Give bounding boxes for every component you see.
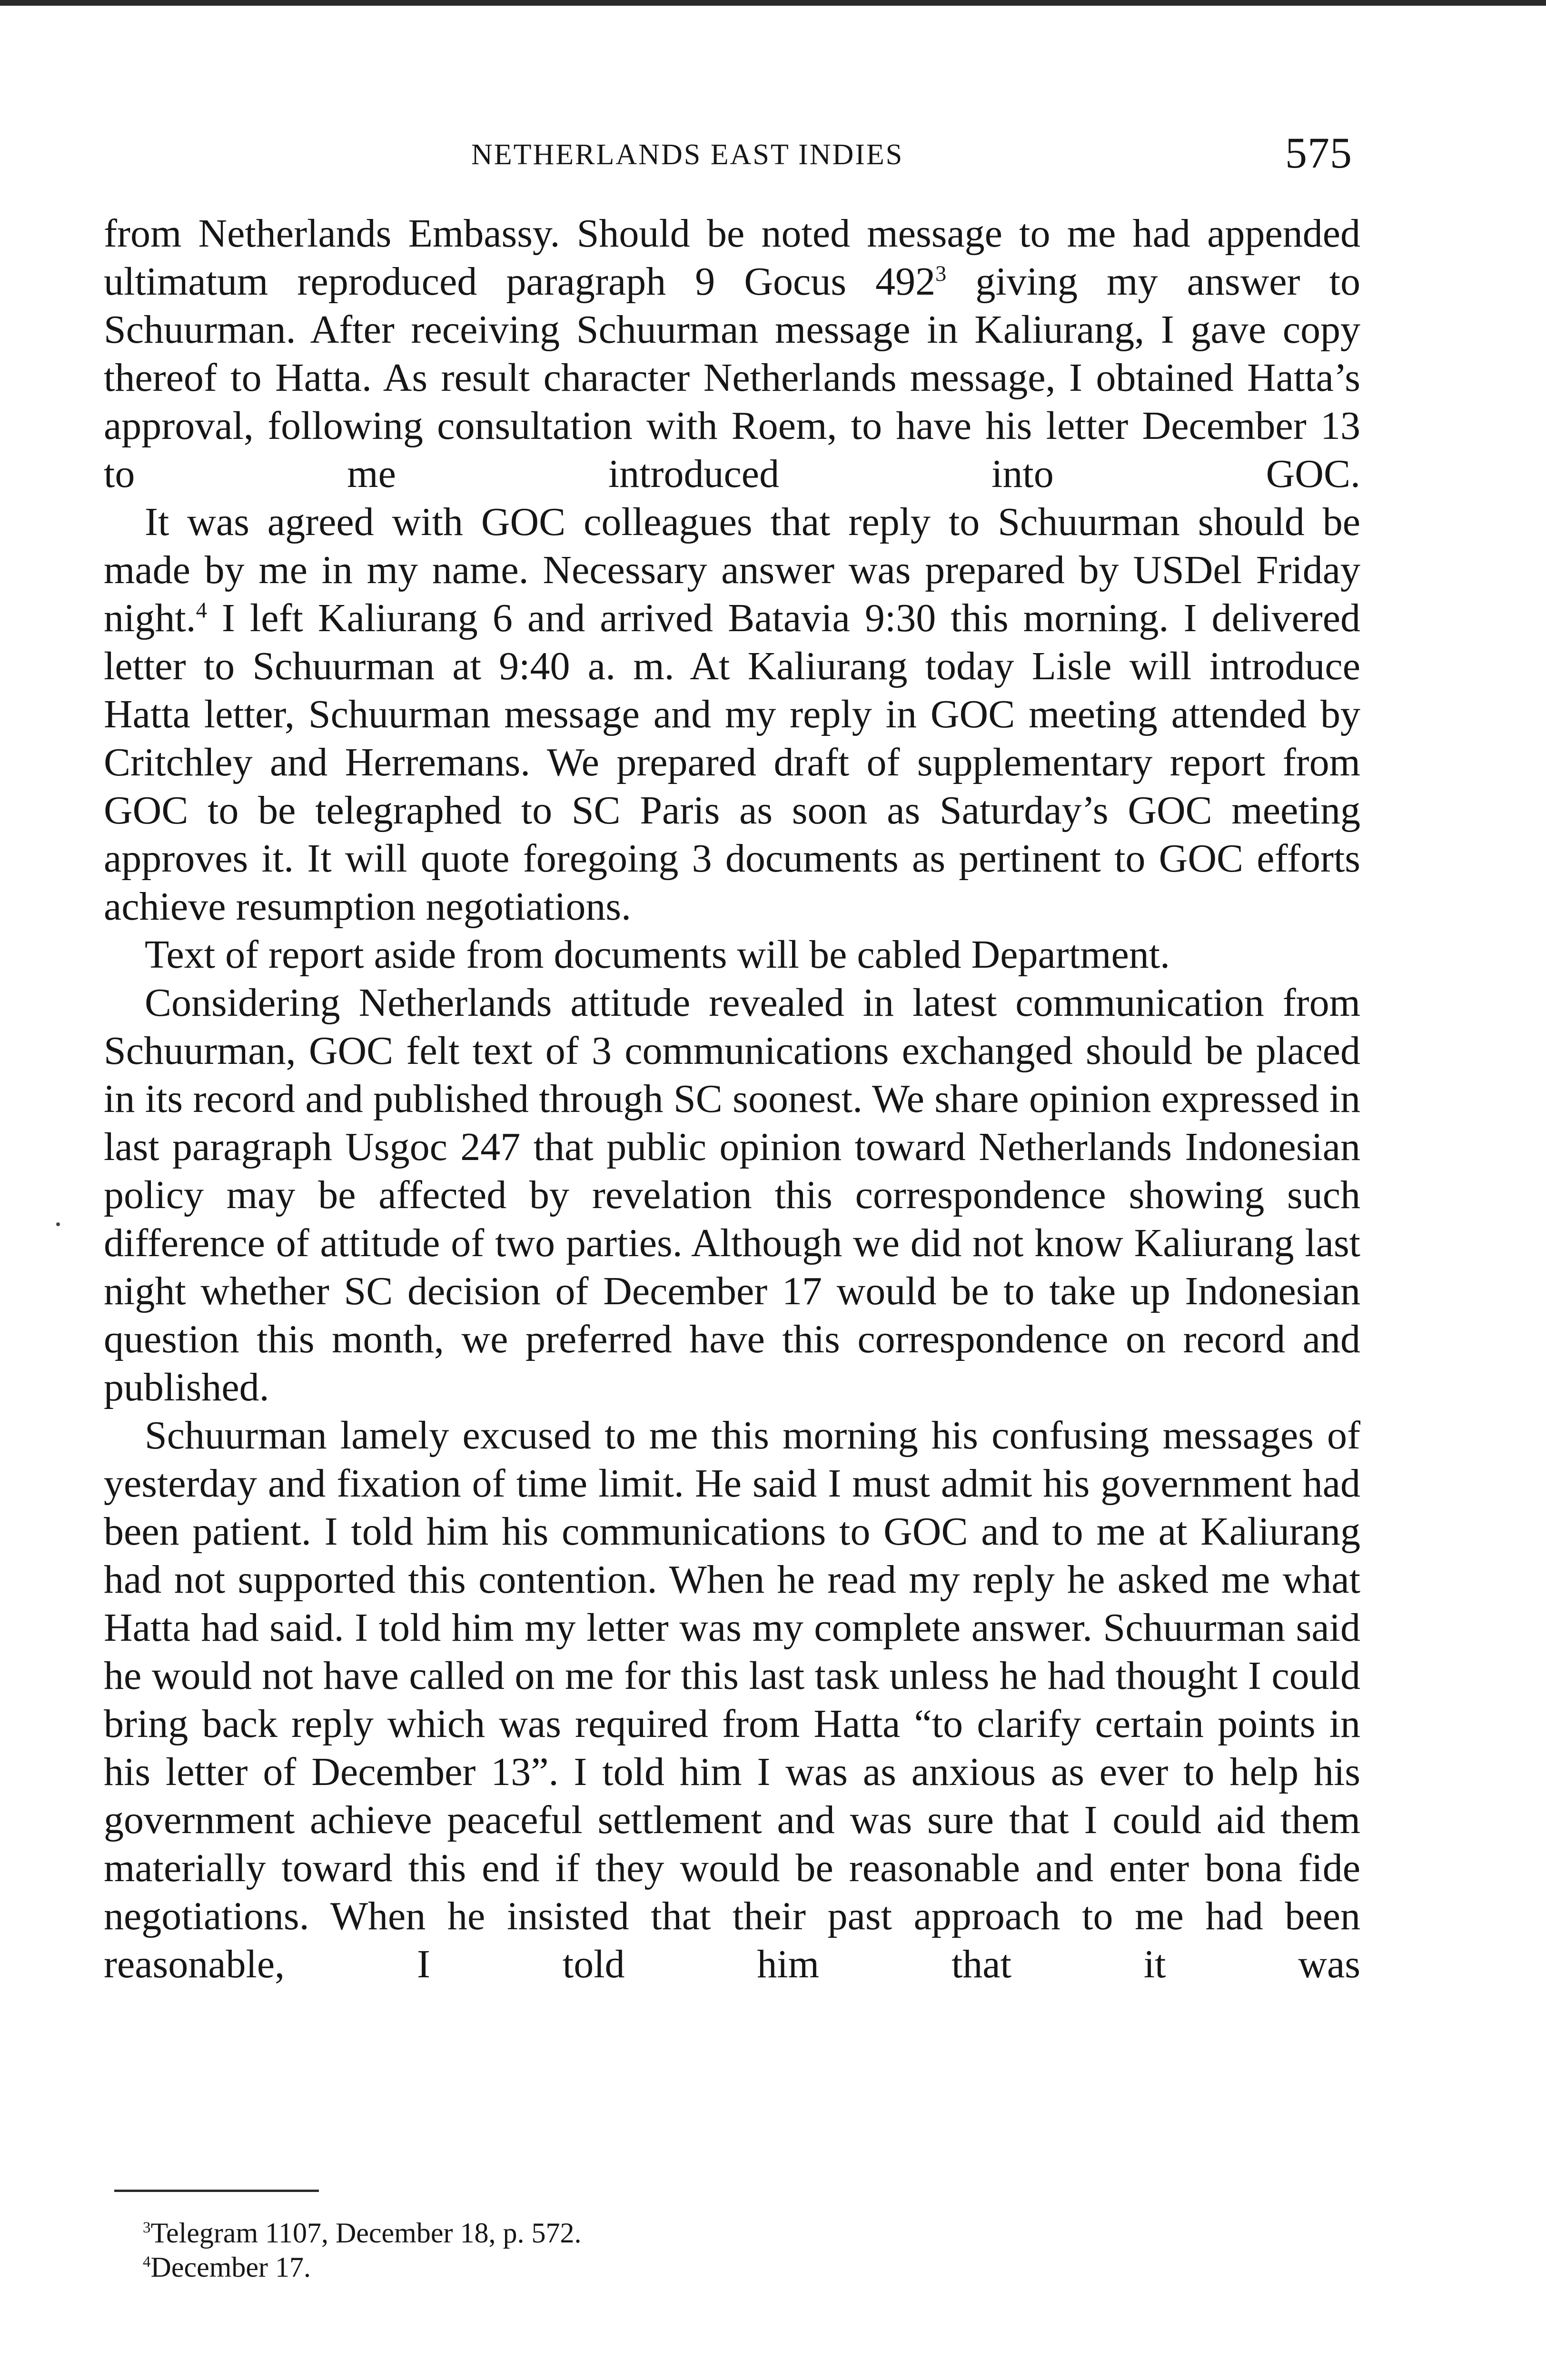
- running-head: NETHERLANDS EAST INDIES: [471, 139, 904, 171]
- footnotes: [143, 2216, 1285, 2284]
- footnote-4: [143, 2250, 1285, 2284]
- footnote-ref-4: 4: [196, 598, 207, 622]
- paragraph-5-text: Schuurman lamely excused to me this morning his confusing messages of yesterday and fixation of time limit. He said I must admit his government had been patient. I told him his communications to GOC and to me at Kaliurang had not supported this contention. When he read my reply he asked me what Hatta had said. I told him my letter was my complete answer. Schuurman said he would not have called on me for this last task unless he had thought I could bring back reply which was required from Hatta “to clarify certain points in his letter of December 13”. I told him I was as anxious as ever to help his government achieve peaceful settlement and was sure that I could aid them materially toward this end if they would be reasonable and enter bona fide negotiations. When he insisted that their past approach to me had been reasonable, I told him that it was: [104, 1413, 1360, 1986]
- footnote-ref-3: 3: [935, 261, 947, 286]
- paragraph-4: [104, 979, 1360, 1411]
- page-number: 575: [1285, 129, 1352, 177]
- paragraph-2-continuation: I left Kaliurang 6 and arrived Batavia 9:30 this morning. I delivered letter to Schuurman at 9:40 a. m. At Kaliurang today Lisle will introduce Hatta letter, Schuurman message and my reply in GOC meeting attended by Critchley and Herremans. We prepared draft of supplementary report from GOC to be telegraphed to SC Paris as soon as Saturday’s GOC meeting approves it. It will quote foregoing 3 documents as pertinent to GOC efforts achieve resumption negotiations.: [104, 596, 1360, 929]
- top-edge-rule: [0, 0, 1546, 6]
- paragraph-1-text: from Netherlands Embassy. Should be noted message to me had appended ultimatum reproduced paragraph 9 Gocus 492: [104, 211, 1360, 304]
- footnote-3-text: Telegram 1107, December 18, p. 572.: [150, 2217, 582, 2249]
- footnote-4-text: December 17.: [150, 2251, 311, 2283]
- paragraph-3-text: Text of report aside from documents will be cabled Department.: [145, 932, 1170, 977]
- footnote-3-marker: 3: [143, 2219, 151, 2236]
- margin-speck: [56, 1222, 60, 1226]
- paragraph-1-continuation: giving my answer to Schuurman. After receiving Schuurman message in Kaliurang, I gave copy thereof to Hatta. As result character Netherlands message, I obtained Hatta’s approval, following consultation with Roem, to have his letter December 13 to me introduced into GOC.: [104, 259, 1360, 496]
- paragraph-5: [104, 1411, 1360, 1988]
- footnote-4-marker: 4: [143, 2253, 151, 2271]
- paragraph-1: [104, 209, 1360, 498]
- paragraph-2-text: It was agreed with GOC colleagues that reply to Schuurman should be made by me in my name. Necessary answer was prepared by USDel Friday night.: [104, 500, 1360, 640]
- paragraph-3: [104, 931, 1360, 979]
- body-text: [104, 209, 1360, 1988]
- paragraph-2: [104, 498, 1360, 931]
- footnote-divider: [114, 2190, 319, 2192]
- paragraph-4-text: Considering Netherlands attitude revealed in latest communication from Schuurman, GOC felt text of 3 communications exchanged should be placed in its record and published through SC soonest. We share opinion expressed in last paragraph Usgoc 247 that public opinion toward Netherlands Indonesian policy may be affected by revelation this correspondence showing such difference of attitude of two parties. Although we did not know Kaliurang last night whether SC decision of December 17 would be to take up Indonesian question this month, we preferred have this correspondence on record and published.: [104, 981, 1360, 1409]
- footnote-3: [143, 2216, 1285, 2250]
- page-header: [0, 128, 1546, 177]
